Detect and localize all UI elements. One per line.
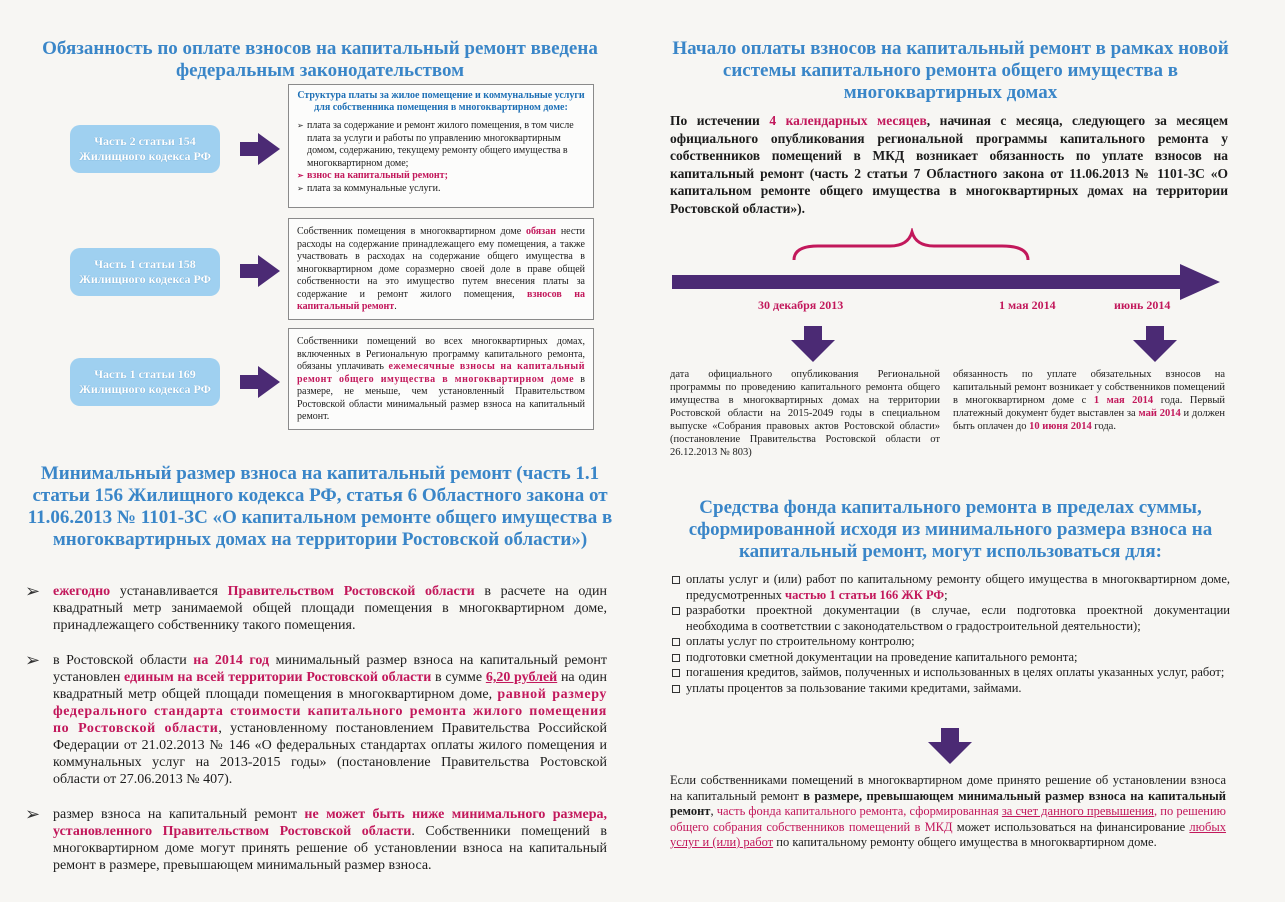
badge-part1-article169: Часть 1 статьи 169 Жилищного кодекса РФ <box>70 358 220 406</box>
payment-structure-box <box>288 84 594 208</box>
timeline-arrowhead-icon <box>1180 264 1220 300</box>
list-item: ➢ в Ростовской области на 2014 год минимальный размер взноса на капитальный ремонт установлен единым на всей территории Ростовской области в сумме 6,20 рублей на один квадратный метр общей площади помещения в многоквартирном доме, равной размеру федерального стандарта стоимости капитального ремонта жилого помещения по Ростовской области, установленному постановлением Правительства Российской Федерации от 21.02.2013 № 146 «О федеральных стандартах оплаты жилого помещения и коммунальных услуг на 2013-2015 годы» (постановление Правительства Ростовской области от 27.06.2013 № 407). <box>25 650 608 787</box>
obligation-start-note: обязанность по уплате обязательных взносов на капитальный ремонт возникает у собственников помещений в многоквартирном доме с 1 мая 2014 года. Первый платежный документ будет выставлен за май 2014 и должен быть оплачен до 10 июня 2014 года. <box>953 369 1226 432</box>
arrow-bullet-icon: ➢ <box>25 650 41 670</box>
list-item: разработки проектной документации (в случае, если подготовка проектной документации необходима в соответствии с законодательством о градостроительной деятельности); <box>670 603 1230 634</box>
left-title: Обязанность по оплате взносов на капитальный ремонт введена федеральным законодательством <box>42 38 598 81</box>
excess-contribution-note: Если собственниками помещений в многоквартирном доме принято решение об установлении взноса на капитальный ремонт в размере, превышающем минимальный размер взноса на капитальный ремонт, часть фонда капитального ремонта, сформированная за счет данного превышения, по решению общего собрания собственников помещений в МКД может использоваться на финансирование любых услуг и (или) работ по капитальному ремонту общего имущества в многоквартирном доме. <box>670 773 1227 849</box>
badge-part1-article158: Часть 1 статьи 158 Жилищного кодекса РФ <box>70 248 220 296</box>
right-title: Начало оплаты взносов на капитальный ремонт в рамках новой системы капитального ремонта общего имущества в многоквартирных домах <box>672 38 1229 103</box>
timeline-graphic <box>668 228 1228 306</box>
publication-date-note: дата официального опубликования Региональной программы по проведению капитального ремонта общего имущества в многоквартирных домах на территории Ростовской области на 2015-2049 годы в специальном выпуске «Собрания правовых актов Ростовской области» (постановление Правительства Ростовской области от 26.12.2013 № 803) <box>670 369 940 458</box>
curly-brace-icon <box>794 232 1028 260</box>
list-item: уплаты процентов за пользование такими кредитами, займами. <box>670 681 1230 697</box>
list-item: ➢ размер взноса на капитальный ремонт не может быть ниже минимального размера, установленного Правительством Ростовской области. Собственники помещений в многоквартирном доме могут принять решение об установлении взноса на капитальный ремонт в размере, превышающем минимальный размер взноса. <box>25 804 607 873</box>
owner-obligation-box: Собственник помещения в многоквартирном доме обязан нести расходы на содержание принадлежащего ему помещения, а также участвовать в расходах на содержание общего имущества в многоквартирном доме соразмерно своей доле в праве общей собственности на это имущество путем внесения платы за содержание и ремонт жилого помещения, взносов на капитальный ремонт. <box>288 218 594 320</box>
payment-structure-list <box>297 120 585 195</box>
list-item: подготовки сметной документации на проведение капитального ремонта; <box>670 650 1230 666</box>
arrow-down-icon <box>1133 326 1177 362</box>
fund-usage-title: Средства фонда капитального ремонта в пределах суммы, сформированной исходя из минимального размера взноса на капитальный ремонт, могут использоваться для: <box>688 497 1213 562</box>
arrow-down-icon <box>928 728 972 764</box>
list-item: ➢ плата за содержание и ремонт жилого помещения, в том числе плата за услуги и работы по управлению многоквартирным домом, содержанию, текущему ремонту общего имущества в многоквартирном доме; <box>297 120 585 170</box>
arrow-bullet-icon: ➢ <box>25 804 41 824</box>
list-item: ➢ плата за коммунальные услуги. <box>297 183 585 196</box>
min-contribution-bullets <box>25 583 607 874</box>
arrow-bullet-icon: ➢ <box>25 581 41 601</box>
list-item: оплаты услуг и (или) работ по капитальному ремонту общего имущества в многоквартирном доме, предусмотренных частью 1 статьи 166 ЖК РФ; <box>670 572 1230 603</box>
date-may-2014: 1 мая 2014 <box>999 298 1056 312</box>
monthly-contribution-box: Собственники помещений во всех многоквартирных домах, включенных в Региональную программу капитального ремонта, обязаны уплачивать ежемесячные взносы на капитальный ремонт общего имущества в многоквартирном доме в размере, не меньше, чем установленный Правительством Ростовской области минимальный размер взноса на капитальный ремонт. <box>288 328 594 430</box>
date-dec-2013: 30 декабря 2013 <box>758 298 844 312</box>
date-june-2014: июнь 2014 <box>1114 298 1171 312</box>
payment-start-intro: По истечении 4 календарных месяцев, начиная с месяца, следующего за месяцем официального опубликования региональной программы капитального ремонта у собственников помещений в МКД возникает обязанность по уплате взносов на капитальный ремонт (часть 2 статьи 7 Областного закона от 11.06.2013 № 1101-ЗС «О капитальном ремонте общего имущества в многоквартирных домах на территории Ростовской области»). <box>670 113 1229 216</box>
list-item: погашения кредитов, займов, полученных и использованных в целях оплаты указанных услуг, работ; <box>670 665 1230 681</box>
list-item: ➢ взнос на капитальный ремонт; <box>297 170 585 183</box>
badge-part2-article154: Часть 2 статьи 154 Жилищного кодекса РФ <box>70 125 220 173</box>
fund-usage-list <box>670 572 1230 696</box>
list-item: оплаты услуг по строительному контролю; <box>670 634 1230 650</box>
timeline-bar <box>672 275 1184 289</box>
arrow-down-icon <box>791 326 835 362</box>
list-item: ➢ ежегодно устанавливается Правительством Ростовской области в расчете на один квадратный метр занимаемой общей площади помещения в многоквартирном доме, принадлежащего собственнику такого помещения. <box>25 581 608 633</box>
payment-structure-title: Структура платы за жилое помещение и коммунальные услуги для собственника помещения в многоквартирном доме: <box>297 90 585 113</box>
min-contribution-title: Минимальный размер взноса на капитальный ремонт (часть 1.1 статьи 156 Жилищного кодекса РФ, статья 6 Областного закона от 11.06.2013 № 1101-ЗС «О капитальном ремонте общего имущества в многоквартирных домах на территории Ростовской области») <box>27 463 613 550</box>
